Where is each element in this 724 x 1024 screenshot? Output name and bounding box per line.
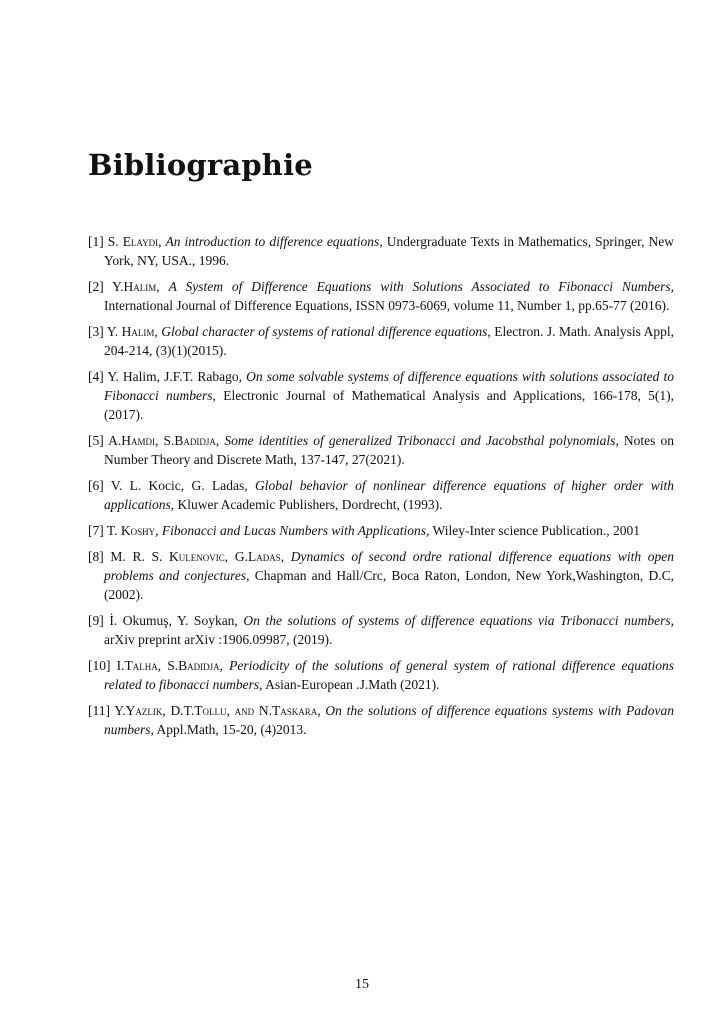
reference-item	[88, 431, 674, 469]
ref-publication: , Notes on Number Theory and Discrete Math, 137-147, 27(2021).	[104, 433, 674, 467]
ref-publication: , Undergraduate Texts in Mathematics, Springer, New York, NY, USA., 1996.	[104, 234, 675, 268]
ref-number: [5]	[88, 433, 104, 448]
reference-item	[88, 611, 674, 649]
ref-sep: ,	[156, 279, 169, 294]
ref-title: Fibonacci and Lucas Numbers with Applications	[161, 523, 427, 538]
ref-pre: A.	[103, 433, 122, 448]
ref-sep: ,	[215, 433, 225, 448]
ref-publication: , Appl.Math, 15-20, (4)2013.	[150, 722, 307, 737]
ref-publication: , Electron. J. Math. Analysis Appl, 204-214, (3)(1)(2015).	[104, 324, 674, 358]
ref-sep: ,	[317, 703, 326, 718]
ref-author: Hamdi, S.Badidja	[121, 433, 216, 448]
ref-pre: T.	[103, 523, 121, 538]
ref-number: [7]	[88, 523, 104, 538]
ref-number: [6]	[88, 478, 104, 493]
ref-sep: ,	[154, 324, 162, 339]
ref-sep: ,	[155, 523, 162, 538]
ref-pre: Y.	[110, 703, 126, 718]
ref-title: On the solutions of difference equations systems with Padovan numbers	[104, 703, 675, 737]
ref-number: [2]	[88, 279, 104, 294]
ref-number: [1]	[88, 234, 104, 249]
ref-publication: , Chapman and Hall/Crc, Boca Raton, London, New York,Washington, D.C, (2002).	[104, 568, 674, 602]
ref-pre: Y.	[103, 279, 124, 294]
ref-title: An introduction to difference equations	[165, 234, 380, 249]
ref-title: Global behavior of nonlinear difference equations of higher order with applications	[104, 478, 674, 512]
ref-number: [3]	[88, 324, 104, 339]
ref-sep: ,	[280, 549, 291, 564]
ref-sep: ,	[219, 658, 230, 673]
page-title: Bibliographie	[88, 148, 313, 182]
reference-item	[88, 656, 674, 694]
ref-pre: S.	[103, 234, 123, 249]
ref-author: Halim	[121, 324, 155, 339]
ref-pre: Y. Halim, J.F.T. Rabago,	[103, 369, 247, 384]
ref-publication: , International Journal of Difference Equations, ISSN 0973-6069, volume 11, Number 1, pp.65-77 (2016).	[104, 279, 675, 313]
ref-number: [8]	[88, 549, 104, 564]
ref-title: Dynamics of second ordre rational difference equations with open problems and conjectures	[104, 549, 674, 583]
ref-publication: , Electronic Journal of Mathematical Analysis and Applications, 166-178, 5(1), (2017).	[104, 388, 675, 422]
ref-author: Koshy	[120, 523, 156, 538]
ref-pre: Y.	[103, 324, 122, 339]
reference-item	[88, 547, 674, 604]
ref-title: A System of Difference Equations with Solutions Associated to Fibonacci Numbers	[168, 279, 671, 294]
ref-title: On the solutions of systems of difference equations via Tribonacci numbers	[243, 613, 671, 628]
ref-publication: , arXiv preprint arXiv :1906.09987, (2019).	[104, 613, 674, 647]
ref-author: Elaydi	[122, 234, 159, 249]
ref-author: Talha, S.Badidja	[124, 658, 220, 673]
ref-pre: İ. Okumuş, Y. Soykan,	[103, 613, 244, 628]
reference-item	[88, 277, 674, 315]
reference-item	[88, 476, 674, 514]
ref-pre: V. L. Kocic, G. Ladas,	[103, 478, 255, 493]
reference-list	[88, 232, 674, 746]
ref-title: Periodicity of the solutions of general system of rational difference equations related to fibonacci numbers	[104, 658, 674, 692]
ref-publication: , Wiley-Inter science Publication., 2001	[426, 523, 641, 538]
reference-item	[88, 322, 674, 360]
ref-pre: M. R. S.	[103, 549, 170, 564]
ref-publication: , Kluwer Academic Publishers, Dordrecht, (1993).	[170, 497, 443, 512]
ref-number: [10]	[88, 658, 111, 673]
ref-publication: , Asian-European .J.Math (2021).	[259, 677, 440, 692]
ref-number: [9]	[88, 613, 104, 628]
ref-title: On some solvable systems of difference equations with solutions associated to Fibonacci numbers	[104, 369, 674, 403]
page-number: 15	[355, 977, 369, 992]
reference-item	[88, 701, 674, 739]
reference-item	[88, 367, 674, 424]
ref-sep: ,	[158, 234, 166, 249]
ref-pre: I.	[110, 658, 125, 673]
ref-author: Yazlik, D.T.Tollu, and N.Taskara	[125, 703, 318, 718]
ref-title: Global character of systems of rational difference equations	[161, 324, 488, 339]
ref-author: Halim	[123, 279, 157, 294]
ref-title: Some identities of generalized Tribonacci and Jacobsthal polynomials	[224, 433, 616, 448]
ref-author: Kulenovic, G.Ladas	[169, 549, 281, 564]
reference-item	[88, 521, 674, 540]
ref-number: [11]	[88, 703, 110, 718]
ref-number: [4]	[88, 369, 104, 384]
reference-item	[88, 232, 674, 270]
